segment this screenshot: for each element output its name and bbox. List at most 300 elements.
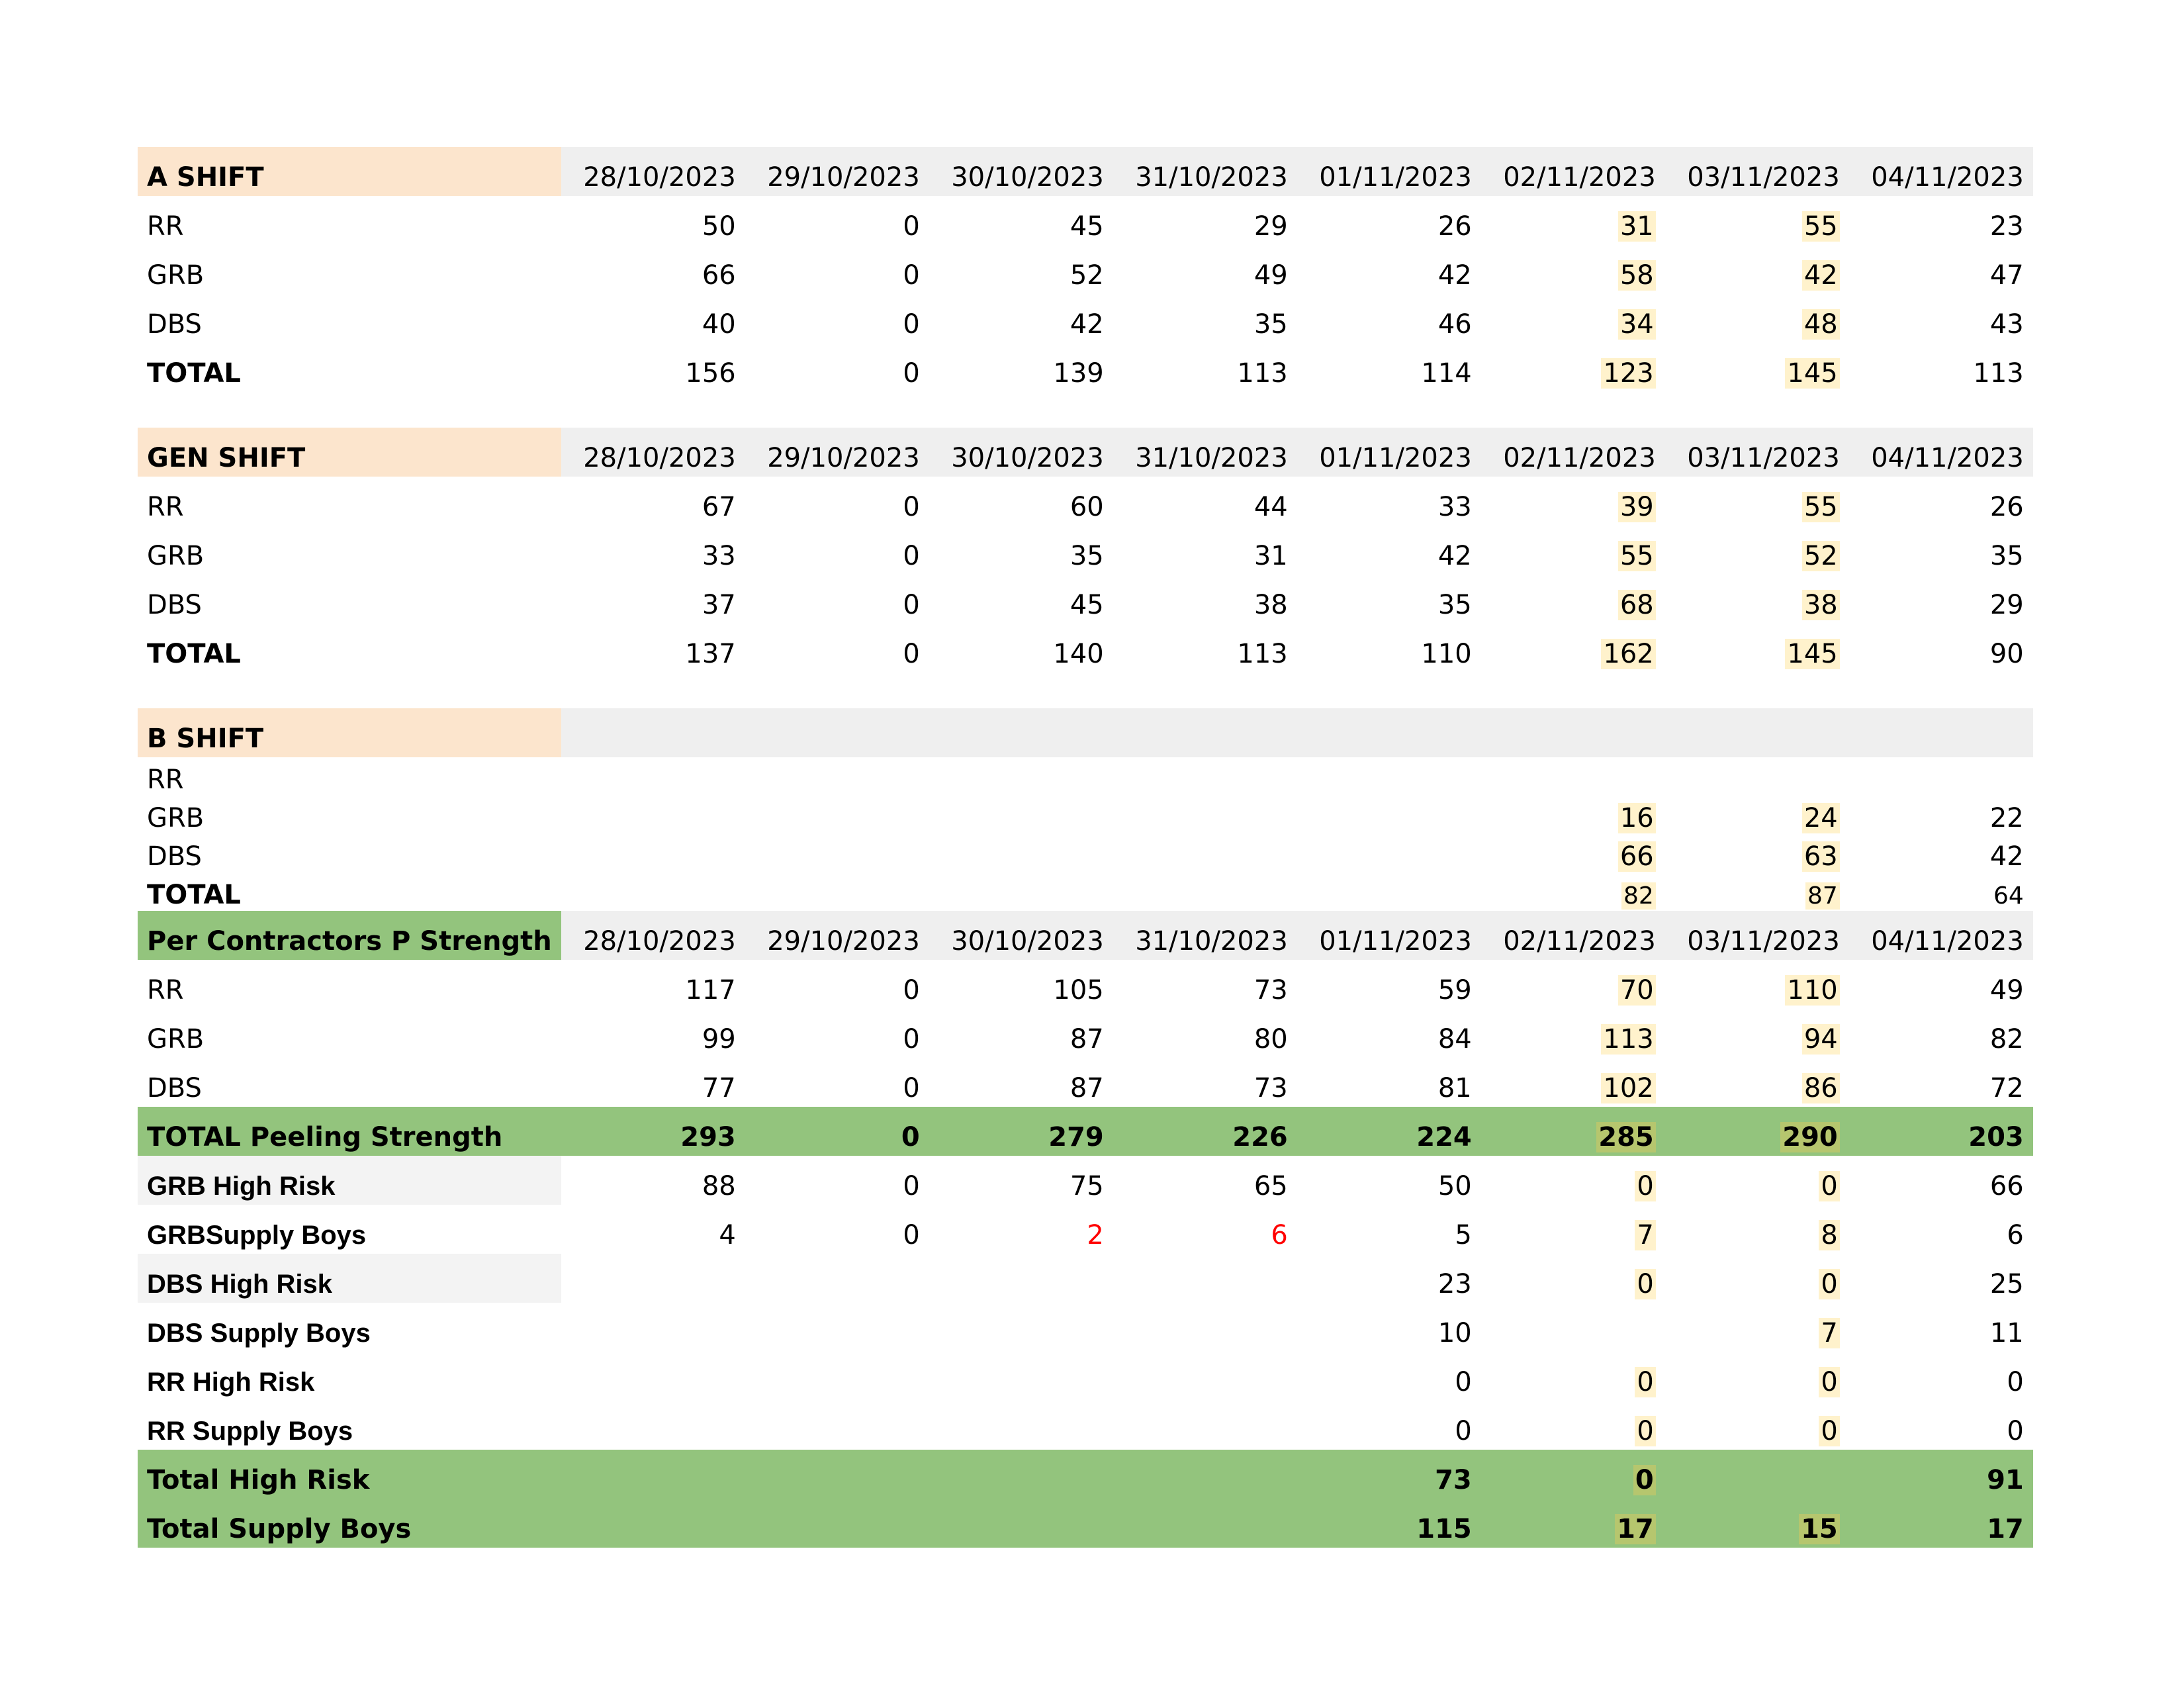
cell-value: [1665, 960, 1849, 1009]
cell-value: 23: [1989, 211, 2024, 242]
cell-value: [1481, 1156, 1665, 1205]
date-header: 02/11/2023: [1481, 911, 1665, 960]
row-label: Total High Risk: [138, 1450, 561, 1499]
cell-value: 114: [1421, 358, 1472, 389]
spacer-row: [138, 392, 2033, 428]
date-header: 29/10/2023: [745, 147, 929, 196]
cell-value: [1481, 757, 1665, 796]
cell-value: 156: [685, 358, 736, 389]
cell-value: [745, 757, 929, 796]
cell-value: [929, 872, 1113, 911]
cell-value: 73: [1253, 975, 1288, 1006]
cell-value-value: 0: [1819, 1416, 1839, 1446]
cell-value-value: 102: [1601, 1073, 1655, 1103]
cell-value: 293: [561, 1107, 745, 1156]
empty-cell: [745, 392, 929, 428]
row-label: DBS High Risk: [138, 1254, 561, 1303]
cell-value: [561, 1303, 745, 1352]
date-header: 28/10/2023: [561, 428, 745, 477]
cell-value: 52: [1069, 260, 1104, 291]
cell-value-value: 55: [1618, 541, 1656, 571]
cell-value: [1665, 1352, 1849, 1401]
cell-value: 59: [1437, 975, 1472, 1006]
cell-value: [1665, 1009, 1849, 1058]
table-row: [138, 1205, 2033, 1254]
row-label: DBS: [147, 841, 202, 872]
cell-value: [1297, 872, 1481, 911]
table-row: [138, 1107, 2033, 1156]
row-label: TOTAL: [147, 639, 241, 669]
cell-value: 0: [903, 639, 920, 669]
cell-value: 50: [702, 211, 736, 242]
cell-value: [1113, 1401, 1297, 1450]
cell-value: [1665, 1107, 1849, 1156]
cell-value: [929, 1450, 1113, 1499]
row-label: GRB: [147, 803, 205, 833]
table-row: [138, 245, 2033, 294]
cell-value: 4: [719, 1220, 736, 1250]
row-label: RR: [147, 975, 184, 1006]
cell-value: 75: [1069, 1171, 1104, 1201]
cell-value: [561, 796, 745, 834]
date-header: 31/10/2023: [1113, 147, 1297, 196]
cell-value: [1481, 796, 1665, 834]
cell-value: [745, 1499, 929, 1548]
cell-value: 72: [1989, 1073, 2024, 1103]
cell-value-value: 48: [1802, 309, 1840, 340]
cell-value: [1481, 1009, 1665, 1058]
cell-value: [1481, 1450, 1665, 1499]
table-row: [138, 757, 2033, 796]
spacer-row: [138, 673, 2033, 708]
cell-value: [1665, 1303, 1849, 1352]
cell-value: 37: [702, 590, 736, 620]
cell-value: 5: [1455, 1220, 1472, 1250]
cell-value: [745, 796, 929, 834]
gen_shift-title: GEN SHIFT: [138, 428, 561, 477]
cell-value: 35: [1253, 309, 1288, 340]
b_shift-title: B SHIFT: [138, 708, 561, 757]
cell-value: 73: [1297, 1450, 1481, 1499]
date-header: [1297, 708, 1481, 757]
date-header: 01/11/2023: [1297, 147, 1481, 196]
cell-value: [1665, 796, 1849, 834]
cell-value: 0: [903, 1024, 920, 1055]
a_shift-header-row: [138, 147, 2033, 196]
cell-value: [745, 1303, 929, 1352]
cell-value: 0: [903, 211, 920, 242]
cell-value-value: 82: [1621, 882, 1656, 910]
cell-value-value: 58: [1618, 260, 1656, 291]
cell-value: [561, 834, 745, 872]
cell-value-value: 66: [1618, 841, 1656, 872]
empty-cell: [1481, 673, 1665, 708]
cell-value: 40: [702, 309, 736, 340]
cell-value: [1665, 1499, 1849, 1548]
date-header: 03/11/2023: [1665, 428, 1849, 477]
cell-value: [1297, 796, 1481, 834]
cell-value-value: 86: [1802, 1073, 1840, 1103]
row-label: GRB High Risk: [138, 1156, 561, 1205]
row-label: GRB: [147, 1024, 205, 1055]
date-header: [561, 708, 745, 757]
date-header: [1481, 708, 1665, 757]
cell-value-value: 39: [1618, 492, 1656, 522]
cell-value-value: 145: [1785, 639, 1839, 669]
date-header: [1665, 708, 1849, 757]
table-row: [138, 1254, 2033, 1303]
cell-value: [1665, 1156, 1849, 1205]
cell-value: [1481, 526, 1665, 575]
cell-value: 99: [702, 1024, 736, 1055]
row-label: Total Supply Boys: [138, 1499, 561, 1548]
gen_shift-header-row: [138, 428, 2033, 477]
cell-value: [561, 1401, 745, 1450]
empty-cell: [561, 392, 745, 428]
contractors-header-row: [138, 911, 2033, 960]
cell-value: 0: [903, 260, 920, 291]
cell-value-value: 0: [1635, 1269, 1655, 1299]
cell-value: 33: [702, 541, 736, 571]
empty-cell: [1297, 673, 1481, 708]
date-header: 30/10/2023: [929, 911, 1113, 960]
cell-value-value: 0: [1635, 1367, 1655, 1397]
cell-value: [1665, 872, 1849, 911]
cell-value: [1481, 1107, 1665, 1156]
cell-value: [1481, 872, 1665, 911]
cell-value: 117: [685, 975, 736, 1006]
cell-value-value: 52: [1802, 541, 1840, 571]
row-label: DBS: [147, 309, 202, 340]
cell-value: 0: [903, 309, 920, 340]
cell-value: [1665, 575, 1849, 624]
empty-cell: [745, 673, 929, 708]
table-row: [138, 1009, 2033, 1058]
cell-value: [1481, 245, 1665, 294]
cell-value: [1481, 1499, 1665, 1548]
table-row: [138, 575, 2033, 624]
cell-value: 0: [2007, 1416, 2024, 1446]
empty-cell: [1665, 673, 1849, 708]
cell-value: [1849, 757, 2033, 796]
cell-value-value: 17: [1615, 1514, 1656, 1544]
cell-value: [1481, 1254, 1665, 1303]
table-row: [138, 1499, 2033, 1548]
cell-value: [1665, 477, 1849, 526]
cell-value: 77: [702, 1073, 736, 1103]
date-header: 30/10/2023: [929, 147, 1113, 196]
cell-value: 42: [1437, 541, 1472, 571]
cell-value: 0: [903, 975, 920, 1006]
cell-value: [1113, 1254, 1297, 1303]
cell-value: 226: [1113, 1107, 1297, 1156]
row-label: GRB: [147, 541, 205, 571]
cell-value: [1665, 834, 1849, 872]
cell-value: 87: [1069, 1073, 1104, 1103]
cell-value: [929, 1499, 1113, 1548]
cell-value: 0: [903, 1171, 920, 1201]
row-label: RR High Risk: [147, 1368, 315, 1397]
date-header: 31/10/2023: [1113, 911, 1297, 960]
cell-value: 80: [1253, 1024, 1288, 1055]
cell-value: [1113, 1499, 1297, 1548]
cell-value: 60: [1069, 492, 1104, 522]
cell-value: [929, 1401, 1113, 1450]
cell-value: [1481, 1205, 1665, 1254]
cell-value: [561, 757, 745, 796]
cell-value: 42: [1069, 309, 1104, 340]
date-header: 01/11/2023: [1297, 428, 1481, 477]
cell-value: 42: [1437, 260, 1472, 291]
date-header: 28/10/2023: [561, 147, 745, 196]
cell-value: 64: [1993, 882, 2024, 910]
cell-value: 66: [702, 260, 736, 291]
cell-value: [1113, 834, 1297, 872]
cell-value-value: 6: [1271, 1220, 1288, 1250]
cell-value: [1481, 834, 1665, 872]
row-label: RR: [147, 492, 184, 522]
cell-value: [1665, 526, 1849, 575]
cell-value: 90: [1989, 639, 2024, 669]
cell-value-value: 24: [1802, 803, 1840, 833]
cell-value: 6: [2007, 1220, 2024, 1250]
cell-value: [1481, 477, 1665, 526]
table-row: [138, 1450, 2033, 1499]
cell-value: [929, 834, 1113, 872]
cell-value: [1665, 757, 1849, 796]
cell-value: 17: [1849, 1499, 2033, 1548]
table-row: [138, 1303, 2033, 1352]
table-row: [138, 196, 2033, 245]
cell-value: 224: [1297, 1107, 1481, 1156]
cell-value: 26: [1989, 492, 2024, 522]
cell-value: [745, 1254, 929, 1303]
cell-value-value: 34: [1618, 309, 1656, 340]
date-header: 04/11/2023: [1849, 147, 2033, 196]
date-header: [745, 708, 929, 757]
b_shift-header-row: [138, 708, 2033, 757]
cell-value: 66: [1989, 1171, 2024, 1201]
cell-value: [1665, 1254, 1849, 1303]
cell-value-value: 7: [1635, 1220, 1655, 1250]
empty-cell: [1113, 392, 1297, 428]
cell-value: [1481, 575, 1665, 624]
cell-value: [1481, 1303, 1665, 1352]
cell-value: [1113, 1352, 1297, 1401]
table-row: [138, 872, 2033, 911]
cell-value-value: 290: [1780, 1122, 1840, 1152]
cell-value-value: 145: [1785, 358, 1839, 389]
cell-value: 113: [1973, 358, 2024, 389]
spreadsheet-body: [138, 147, 2033, 1548]
cell-value: [1665, 245, 1849, 294]
cell-value: 0: [1455, 1416, 1472, 1446]
a_shift-title: A SHIFT: [138, 147, 561, 196]
cell-value: [1113, 1205, 1297, 1254]
cell-value: 42: [1989, 841, 2024, 872]
cell-value: 11: [1989, 1318, 2024, 1348]
cell-value: [745, 834, 929, 872]
cell-value-value: 42: [1802, 260, 1840, 291]
cell-value: [929, 1352, 1113, 1401]
row-label: DBS: [147, 590, 202, 620]
cell-value-value: 94: [1802, 1024, 1840, 1055]
cell-value: [1481, 1401, 1665, 1450]
cell-value: [1113, 872, 1297, 911]
cell-value: 0: [903, 541, 920, 571]
cell-value: 84: [1437, 1024, 1472, 1055]
cell-value-value: 162: [1601, 639, 1655, 669]
table-row: [138, 1058, 2033, 1107]
cell-value: 0: [745, 1107, 929, 1156]
row-label: TOTAL: [147, 358, 241, 389]
cell-value: [1665, 1401, 1849, 1450]
cell-value: 137: [685, 639, 736, 669]
cell-value: 46: [1437, 309, 1472, 340]
cell-value: 81: [1437, 1073, 1472, 1103]
row-label: RR Supply Boys: [147, 1417, 353, 1446]
date-header: 03/11/2023: [1665, 911, 1849, 960]
date-header: 28/10/2023: [561, 911, 745, 960]
table-row: [138, 343, 2033, 392]
cell-value: 50: [1437, 1171, 1472, 1201]
cell-value: [1665, 1450, 1849, 1499]
cell-value: [1113, 796, 1297, 834]
row-label: RR: [147, 765, 184, 795]
table-row: [138, 960, 2033, 1009]
empty-cell: [561, 673, 745, 708]
row-label: GRB: [147, 260, 205, 291]
cell-value-value: 87: [1805, 882, 1840, 910]
date-header: 29/10/2023: [745, 911, 929, 960]
cell-value: [1113, 757, 1297, 796]
date-header: [1849, 708, 2033, 757]
cell-value: 44: [1253, 492, 1288, 522]
row-label: RR: [147, 211, 184, 242]
cell-value: 113: [1237, 639, 1288, 669]
cell-value: [561, 1450, 745, 1499]
cell-value: [1297, 757, 1481, 796]
date-header: 02/11/2023: [1481, 147, 1665, 196]
cell-value: [1481, 294, 1665, 343]
cell-value: 38: [1253, 590, 1288, 620]
date-header: 04/11/2023: [1849, 911, 2033, 960]
cell-value: 35: [1069, 541, 1104, 571]
cell-value: [929, 1303, 1113, 1352]
cell-value-value: 31: [1618, 211, 1656, 242]
cell-value-value: 70: [1618, 975, 1656, 1006]
cell-value: [745, 872, 929, 911]
date-header: 02/11/2023: [1481, 428, 1665, 477]
cell-value: 0: [903, 358, 920, 389]
cell-value: [1665, 624, 1849, 673]
cell-value: 203: [1849, 1107, 2033, 1156]
cell-value: 26: [1437, 211, 1472, 242]
row-label: TOTAL Peeling Strength: [138, 1107, 561, 1156]
cell-value: 47: [1989, 260, 2024, 291]
cell-value: 88: [702, 1171, 736, 1201]
cell-value: [929, 757, 1113, 796]
cell-value: 0: [903, 590, 920, 620]
row-label: DBS Supply Boys: [147, 1319, 371, 1348]
cell-value: [1665, 1058, 1849, 1107]
date-header: 03/11/2023: [1665, 147, 1849, 196]
cell-value: [1113, 1450, 1297, 1499]
cell-value-value: 7: [1819, 1318, 1839, 1348]
table-row: [138, 294, 2033, 343]
table-row: [138, 477, 2033, 526]
cell-value: [1665, 343, 1849, 392]
cell-value: 22: [1989, 803, 2024, 833]
date-header: 29/10/2023: [745, 428, 929, 477]
cell-value: 87: [1069, 1024, 1104, 1055]
cell-value: [929, 1205, 1113, 1254]
cell-value-value: 15: [1799, 1514, 1840, 1544]
contractors-title: Per Contractors P Strength: [138, 911, 561, 960]
cell-value: 29: [1253, 211, 1288, 242]
cell-value-value: 0: [1635, 1171, 1655, 1201]
cell-value-value: 123: [1601, 358, 1655, 389]
cell-value-value: 63: [1802, 841, 1840, 872]
table-row: [138, 796, 2033, 834]
cell-value: 0: [2007, 1367, 2024, 1397]
table-row: [138, 624, 2033, 673]
cell-value: 0: [1455, 1367, 1472, 1397]
cell-value-value: 0: [1819, 1367, 1839, 1397]
cell-value: 67: [702, 492, 736, 522]
cell-value-value: 113: [1601, 1024, 1655, 1055]
cell-value-value: 0: [1635, 1416, 1655, 1446]
cell-value-value: 55: [1802, 492, 1840, 522]
cell-value: [561, 872, 745, 911]
cell-value: [745, 1352, 929, 1401]
cell-value: [1481, 960, 1665, 1009]
cell-value: 23: [1437, 1269, 1472, 1299]
cell-value: 105: [1053, 975, 1104, 1006]
empty-cell: [138, 673, 561, 708]
spreadsheet-table: [138, 147, 2033, 1548]
cell-value: 139: [1053, 358, 1104, 389]
table-row: [138, 526, 2033, 575]
table-row: [138, 1352, 2033, 1401]
cell-value-value: 0: [1819, 1171, 1839, 1201]
cell-value-value: 38: [1802, 590, 1840, 620]
cell-value: 82: [1989, 1024, 2024, 1055]
cell-value: 110: [1421, 639, 1472, 669]
cell-value: 31: [1253, 541, 1288, 571]
table-row: [138, 1156, 2033, 1205]
empty-cell: [929, 673, 1113, 708]
table-row: [138, 834, 2033, 872]
empty-cell: [1481, 392, 1665, 428]
cell-value: 29: [1989, 590, 2024, 620]
cell-value: 0: [903, 1220, 920, 1250]
cell-value: 33: [1437, 492, 1472, 522]
cell-value: 35: [1437, 590, 1472, 620]
date-header: 04/11/2023: [1849, 428, 2033, 477]
cell-value: [929, 796, 1113, 834]
cell-value: [1481, 1058, 1665, 1107]
date-header: 30/10/2023: [929, 428, 1113, 477]
cell-value-value: 2: [1087, 1220, 1104, 1250]
row-label: GRBSupply Boys: [147, 1221, 367, 1250]
cell-value: 49: [1253, 260, 1288, 291]
empty-cell: [138, 392, 561, 428]
cell-value: 45: [1069, 590, 1104, 620]
cell-value: 25: [1989, 1269, 2024, 1299]
table-row: [138, 1401, 2033, 1450]
cell-value: 140: [1053, 639, 1104, 669]
